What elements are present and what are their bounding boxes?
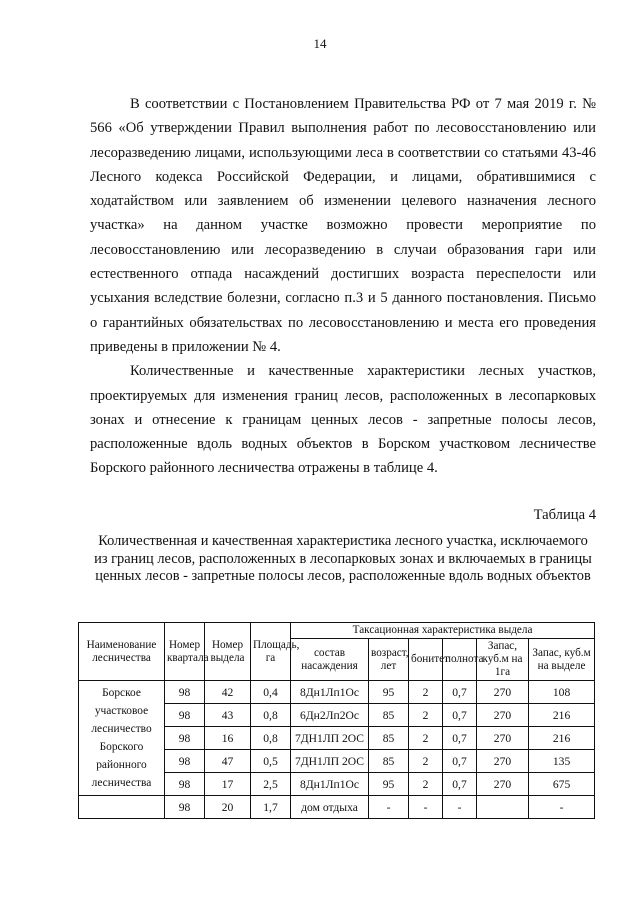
age-cell: 85 bbox=[369, 750, 409, 773]
header-plot-number: Номер выдела bbox=[205, 623, 251, 681]
density-cell: 0,7 bbox=[443, 704, 477, 727]
header-taxation-group: Таксационная характеристика выдела bbox=[291, 623, 595, 639]
stock-plot-cell: 216 bbox=[529, 704, 595, 727]
quarter-cell: 98 bbox=[165, 727, 205, 750]
stock-ha-cell: 270 bbox=[477, 773, 529, 796]
area-cell: 1,7 bbox=[251, 796, 291, 819]
stock-ha-cell bbox=[477, 796, 529, 819]
composition-cell: 7ДН1ЛП 2ОС bbox=[291, 750, 369, 773]
stock-ha-cell: 270 bbox=[477, 750, 529, 773]
composition-cell: 8Дн1Лп1Ос bbox=[291, 773, 369, 796]
composition-cell: 6Дн2Лп2Ос bbox=[291, 704, 369, 727]
plot-cell: 17 bbox=[205, 773, 251, 796]
stock-plot-cell: 135 bbox=[529, 750, 595, 773]
plot-cell: 43 bbox=[205, 704, 251, 727]
header-bonitet: бонитет bbox=[409, 639, 443, 681]
density-cell: 0,7 bbox=[443, 727, 477, 750]
table-row bbox=[79, 796, 595, 819]
page-number: 14 bbox=[313, 36, 327, 51]
quarter-cell: 98 bbox=[165, 681, 205, 704]
stock-plot-cell: 108 bbox=[529, 681, 595, 704]
table-row bbox=[79, 681, 595, 704]
composition-cell: 7ДН1ЛП 2ОС bbox=[291, 727, 369, 750]
area-cell: 2,5 bbox=[251, 773, 291, 796]
age-cell: - bbox=[369, 796, 409, 819]
paragraph-regulation: В соответствии с Постановлением Правительства РФ от 7 мая 2019 г. № 566 «Об утверждении Правил выполнения работ по лесовосстановлению или лесоразведению лицами, использующими леса в соответствии со статьями 43-46 Лесного кодекса Российской Федерации, и лицами, обратившимися с ходатайством или заявлением об изменении целевого назначения лесного участка» на данном участке возможно провести мероприятие по лесовосстановлению или лесоразведению в случаи образования гари или естественного отпада насаждений достигших возраста переспелости или усыхания вследствие болезни, согласно п.3 и 5 данного постановления. Письмо о гарантийных обязательствах по лесовосстановлению и места его проведения приведены в приложении № 4. bbox=[90, 96, 596, 355]
density-cell: 0,7 bbox=[443, 773, 477, 796]
age-cell: 95 bbox=[369, 773, 409, 796]
paragraph-characteristics: Количественные и качественные характеристики лесных участков, проектируемых для изменения границ лесов, расположенных в лесопарковых зонах и отнесение к границам ценных лесов - запретные полосы лесов, расположенные вдоль водных объектов в Борском участковом лесничестве Борского районного лесничества отражены в таблице 4. bbox=[90, 363, 596, 477]
bonitet-cell: 2 bbox=[409, 681, 443, 704]
forest-plot-table bbox=[78, 622, 595, 819]
area-cell: 0,8 bbox=[251, 727, 291, 750]
age-cell: 85 bbox=[369, 704, 409, 727]
header-forestry-name: Наименование лесничества bbox=[79, 623, 165, 681]
stock-plot-cell: 675 bbox=[529, 773, 595, 796]
stock-ha-cell: 270 bbox=[477, 727, 529, 750]
bonitet-cell: - bbox=[409, 796, 443, 819]
area-cell: 0,4 bbox=[251, 681, 291, 704]
stock-ha-cell: 270 bbox=[477, 681, 529, 704]
table-title: Количественная и качественная характеристика лесного участка, исключаемого из границ лесов, расположенных в лесопарковых зонах и включаемых в границы ценных лесов - запретные полосы лесов, расположенные вдоль водных объектов bbox=[94, 533, 592, 585]
area-cell: 0,5 bbox=[251, 750, 291, 773]
header-composition: состав насаждения bbox=[291, 639, 369, 681]
quarter-cell: 98 bbox=[165, 796, 205, 819]
density-cell: - bbox=[443, 796, 477, 819]
density-cell: 0,7 bbox=[443, 750, 477, 773]
body-text bbox=[90, 92, 596, 481]
quarter-cell: 98 bbox=[165, 750, 205, 773]
stock-plot-cell: 216 bbox=[529, 727, 595, 750]
plot-cell: 42 bbox=[205, 681, 251, 704]
bonitet-cell: 2 bbox=[409, 773, 443, 796]
composition-cell: 8Дн1Лп1Ос bbox=[291, 681, 369, 704]
header-quarter-number: Номер квартала bbox=[165, 623, 205, 681]
header-age: возраст, лет bbox=[369, 639, 409, 681]
composition-cell: дом отдыха bbox=[291, 796, 369, 819]
age-cell: 95 bbox=[369, 681, 409, 704]
age-cell: 85 bbox=[369, 727, 409, 750]
plot-cell: 16 bbox=[205, 727, 251, 750]
forestry-name-cell: Борское участковое лесничество Борского районного лесничества bbox=[79, 681, 165, 796]
bonitet-cell: 2 bbox=[409, 704, 443, 727]
stock-ha-cell: 270 bbox=[477, 704, 529, 727]
plot-cell: 47 bbox=[205, 750, 251, 773]
density-cell: 0,7 bbox=[443, 681, 477, 704]
forestry-name-empty-cell bbox=[79, 796, 165, 819]
plot-cell: 20 bbox=[205, 796, 251, 819]
bonitet-cell: 2 bbox=[409, 750, 443, 773]
header-area: Площадь, га bbox=[251, 623, 291, 681]
table-caption: Таблица 4 bbox=[533, 507, 596, 523]
quarter-cell: 98 bbox=[165, 704, 205, 727]
quarter-cell: 98 bbox=[165, 773, 205, 796]
stock-plot-cell: - bbox=[529, 796, 595, 819]
bonitet-cell: 2 bbox=[409, 727, 443, 750]
header-stock-per-ha: Запас, куб.м на 1га bbox=[477, 639, 529, 681]
area-cell: 0,8 bbox=[251, 704, 291, 727]
header-density: полнота bbox=[443, 639, 477, 681]
header-stock-per-plot: Запас, куб.м на выделе bbox=[529, 639, 595, 681]
